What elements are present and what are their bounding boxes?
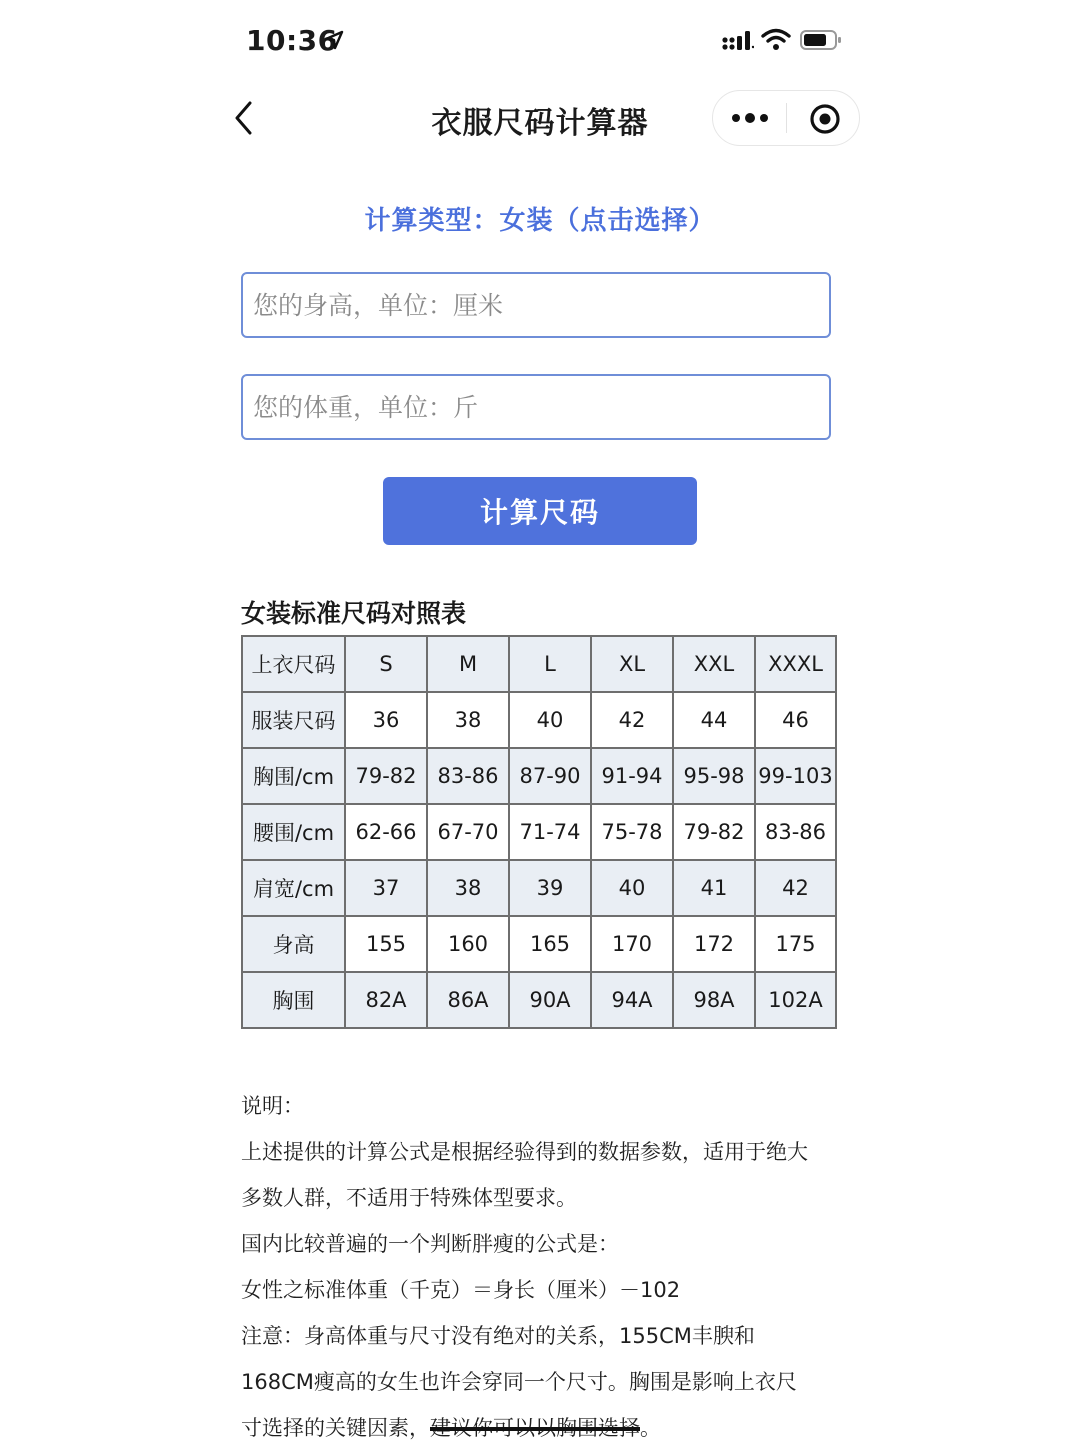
table-row-header: 服装尺码 (242, 692, 345, 748)
notes-line (241, 1405, 851, 1451)
mini-program-capsule (712, 90, 860, 146)
table-cell: 62-66 (345, 804, 427, 860)
notes-section (241, 1083, 851, 1451)
table-cell: 91-94 (591, 748, 673, 804)
table-cell: XXXL (755, 636, 836, 692)
table-row (242, 692, 836, 748)
table-cell: 165 (509, 916, 591, 972)
cellular-signal-icon (722, 30, 754, 50)
table-cell: 37 (345, 860, 427, 916)
table-cell: 44 (673, 692, 755, 748)
notes-formula: 女性之标准体重（千克）＝身长（厘米）－102 (241, 1278, 681, 1302)
size-table-title: 女装标准尺码对照表 (241, 599, 467, 628)
notes-text: 寸选择的关键因素， (241, 1416, 430, 1440)
table-row (242, 804, 836, 860)
table-cell: 94A (591, 972, 673, 1028)
location-arrow-icon (324, 30, 344, 50)
table-cell: 86A (427, 972, 509, 1028)
notes-line: 168CM瘦高的女生也许会穿同一个尺寸。胸围是影响上衣尺 (241, 1370, 797, 1394)
table-cell: 83-86 (755, 804, 836, 860)
notes-line: 注意：身高体重与尺寸没有绝对的关系，155CM丰腴和 (241, 1324, 755, 1348)
capsule-divider (786, 103, 787, 133)
table-cell: 160 (427, 916, 509, 972)
battery-icon (800, 29, 842, 51)
table-cell: 98A (673, 972, 755, 1028)
calc-type-selector[interactable]: 计算类型：女装（点击选择） (364, 206, 716, 236)
table-cell: 83-86 (427, 748, 509, 804)
more-options-icon[interactable] (731, 109, 769, 127)
struck-text: 建议你可以以胸围选择 (430, 1416, 640, 1440)
table-row (242, 972, 836, 1028)
table-cell: 170 (591, 916, 673, 972)
table-row-header: 胸围/cm (242, 748, 345, 804)
table-row (242, 748, 836, 804)
table-cell: 172 (673, 916, 755, 972)
table-cell: 40 (591, 860, 673, 916)
table-cell: 175 (755, 916, 836, 972)
table-cell: 99-103 (755, 748, 836, 804)
table-cell: L (509, 636, 591, 692)
weight-field (241, 374, 831, 440)
table-cell: 67-70 (427, 804, 509, 860)
table-cell: 38 (427, 692, 509, 748)
table-row-header: 胸围 (242, 972, 345, 1028)
page-title: 衣服尺码计算器 (431, 106, 649, 141)
table-cell: 71-74 (509, 804, 591, 860)
table-row-header: 身高 (242, 916, 345, 972)
close-target-icon[interactable] (809, 103, 841, 135)
table-cell: 39 (509, 860, 591, 916)
table-cell: 40 (509, 692, 591, 748)
table-row (242, 636, 836, 692)
status-bar (0, 0, 1080, 84)
height-input[interactable] (243, 274, 829, 336)
table-cell: 79-82 (345, 748, 427, 804)
table-row-header: 肩宽/cm (242, 860, 345, 916)
table-cell: XL (591, 636, 673, 692)
status-time: 10:36 (246, 24, 338, 57)
table-cell: 95-98 (673, 748, 755, 804)
notes-line: 上述提供的计算公式是根据经验得到的数据参数，适用于绝大 (241, 1140, 808, 1164)
size-chart-table (241, 635, 837, 1029)
table-row-header: 腰围/cm (242, 804, 345, 860)
table-cell: 75-78 (591, 804, 673, 860)
table-cell: 87-90 (509, 748, 591, 804)
wifi-icon (761, 28, 791, 50)
calculate-size-button[interactable]: 计算尺码 (383, 477, 697, 545)
table-cell: 38 (427, 860, 509, 916)
table-cell: 41 (673, 860, 755, 916)
table-cell: M (427, 636, 509, 692)
weight-input[interactable] (243, 376, 829, 438)
notes-heading: 说明： (241, 1094, 304, 1118)
table-cell: S (345, 636, 427, 692)
table-row (242, 916, 836, 972)
table-cell: 155 (345, 916, 427, 972)
table-cell: 42 (755, 860, 836, 916)
table-cell: 79-82 (673, 804, 755, 860)
height-field (241, 272, 831, 338)
table-row (242, 860, 836, 916)
table-cell: 90A (509, 972, 591, 1028)
table-cell: 36 (345, 692, 427, 748)
table-cell: 82A (345, 972, 427, 1028)
table-cell: 46 (755, 692, 836, 748)
nav-bar (0, 84, 1080, 154)
table-cell: 42 (591, 692, 673, 748)
table-cell: 102A (755, 972, 836, 1028)
table-row-header: 上衣尺码 (242, 636, 345, 692)
notes-line: 国内比较普遍的一个判断胖瘦的公式是： (241, 1232, 619, 1256)
table-cell: XXL (673, 636, 755, 692)
notes-text: 。 (640, 1416, 661, 1440)
notes-line: 多数人群，不适用于特殊体型要求。 (241, 1186, 577, 1210)
